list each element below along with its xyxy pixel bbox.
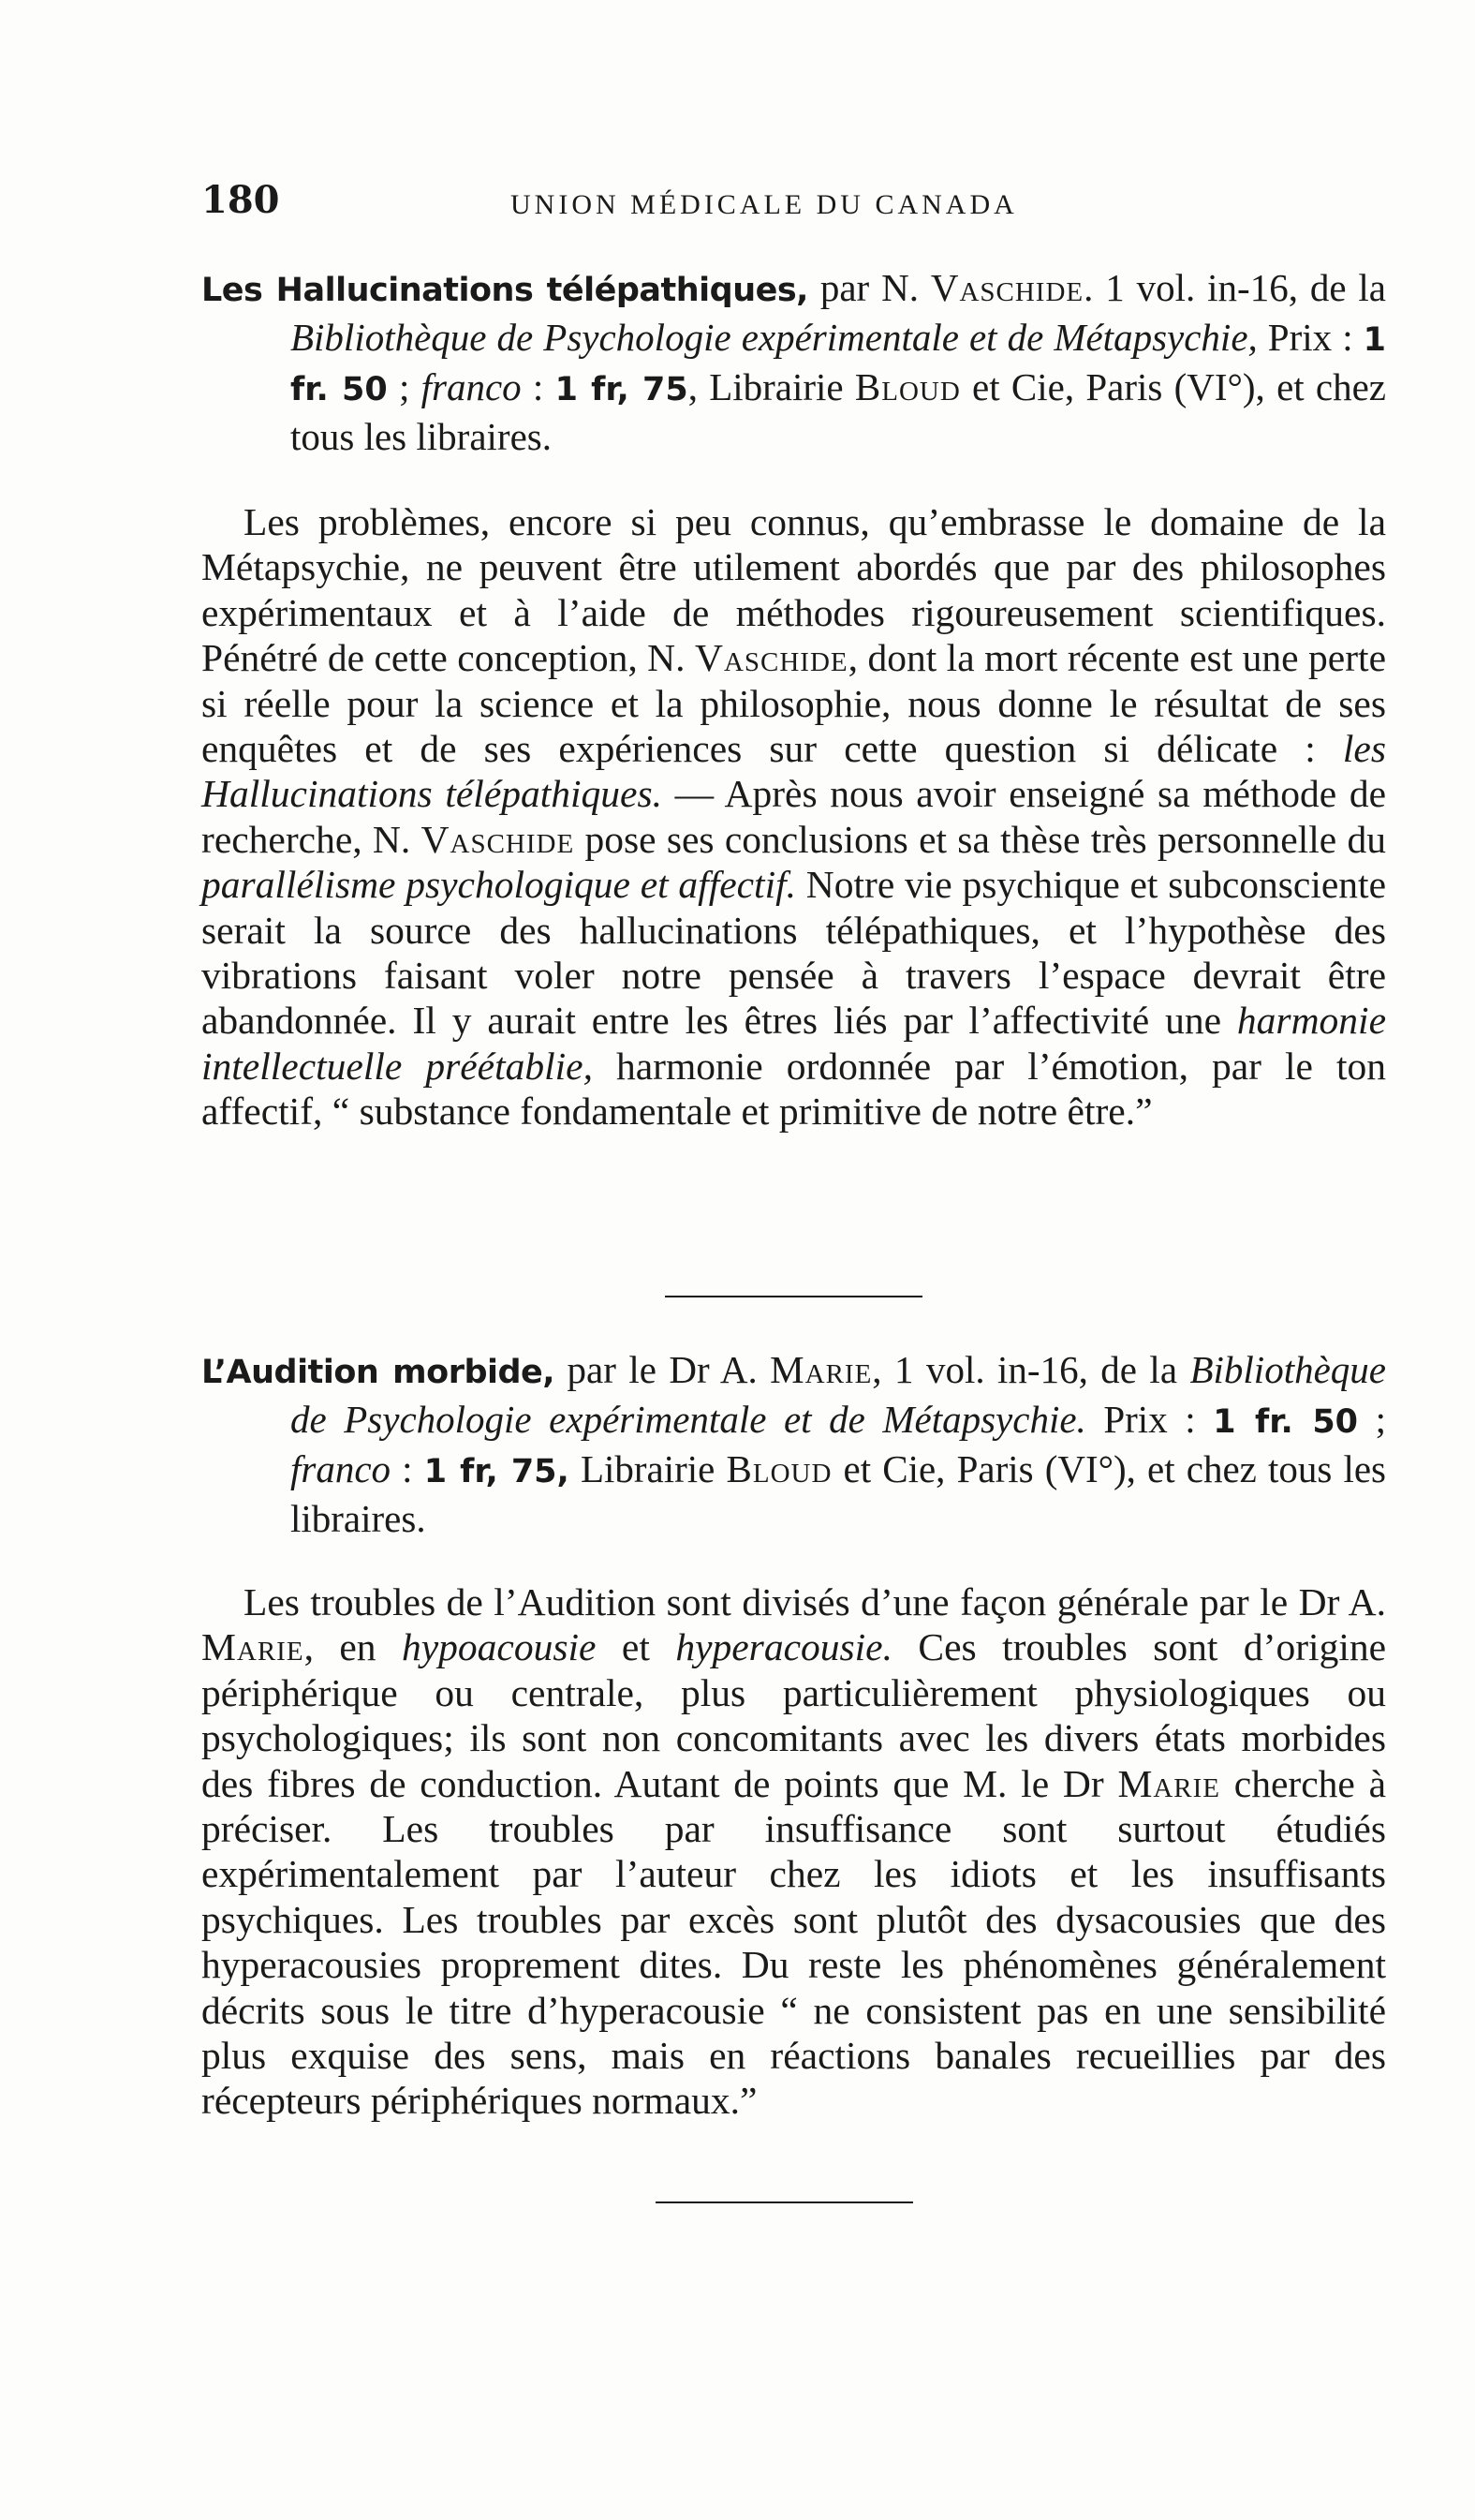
review-emphasis: parallélisme psychologique et affectif. [201,863,797,907]
review-text: pose ses conclusions et sa thèse très personnelle du [574,817,1386,861]
review-emphasis: harmonie intellectuelle préétablie, [201,999,1386,1088]
franco-label: franco [420,365,522,408]
citation-text: . 1 vol. in-16, de la [1084,266,1386,309]
price: 1 fr. 50 [290,321,1386,408]
citation-text: ; [387,365,421,408]
review-emphasis: hyperacousie. [675,1625,892,1669]
franco-price: 1 fr, 75 [554,371,688,408]
citation-text: : [391,1447,424,1490]
review-text: , dont la mort récente est une perte si réelle pour la science et la philosophie, nous donne le résultat de ses enquêtes et de ses expériences sur cette question si délicate : [201,636,1386,771]
section-divider [656,2201,913,2203]
series-title: Bibliothèque de Psychologie expérimentale et de Métapsychie, [290,316,1258,359]
citation-2 [201,1346,1386,1542]
review-text: Les troubles de l’Audition sont divisés d’une façon générale par le Dr A. [243,1580,1386,1623]
review-text: Les problèmes, encore si peu connus, qu’embrasse le domaine de la Métapsychie, ne peuvent être utilement abordés que par des philosophes expérimentaux et à l’aide de méthodes rigoureusement scientifiques. Pénétré de cette conception, N. [201,500,1386,680]
citation-text: et Cie, Paris (VI°), et chez tous les libraires. [290,365,1387,458]
review-text: — Après nous avoir enseigné sa méthode de recherche, N. [201,772,1386,861]
price: 1 fr. 50 [1213,1403,1359,1441]
citation-text: , Librairie [687,365,855,408]
author-name: Vaschide [420,817,575,861]
book-title: L’Audition morbide, [201,1354,555,1391]
franco-label: franco [290,1447,391,1490]
citation-1 [201,264,1386,460]
citation-text: , 1 vol. in-16, de la [872,1348,1190,1391]
author-name: Vaschide [694,636,848,680]
citation-text: Prix : [1257,316,1364,359]
review-text: , en [303,1625,403,1669]
running-head: UNION MÉDICALE DU CANADA [510,189,1018,220]
citation-text: Prix : [1085,1398,1214,1441]
review-emphasis: les Hallucinations télépathiques. [201,727,1386,816]
page-number: 180 [201,178,280,222]
review-entry-2 [201,1346,1386,2124]
citation-text: par le Dr A. [554,1348,771,1391]
review-text: et [596,1625,676,1669]
review-paragraph-1 [201,499,1386,1134]
citation-text: et Cie, Paris (VI°), et chez tous les libraires. [290,1447,1386,1540]
review-paragraph-2 [201,1579,1386,2124]
citation-text: : [521,365,555,408]
section-divider [665,1296,922,1297]
series-title: Bibliothèque de Psychologie expérimentale et de Métapsychie. [290,1348,1386,1441]
page-header [201,178,1391,234]
author-name: Marie [201,1625,304,1669]
franco-price: 1 fr, 75, [423,1453,569,1490]
citation-text: ; [1358,1398,1386,1441]
review-text: cherche à préciser. Les troubles par insuffisance sont surtout étudiés expérimentalement par l’auteur chez les idiots et les insuffisants psychiques. Les troubles par excès sont plutôt des dysacousies que des hyperacousies proprement dites. Du reste les phénomènes généralement décrits sous le titre d’hyperacousie “ ne consistent pas en une sensibilité plus exquise des sens, mais en réactions banales recueillies par des récepteurs périphériques normaux.” [201,1761,1386,2123]
book-title: Les Hallucinations télépathiques, [201,272,808,309]
review-text: Ces troubles sont d’origine périphérique ou centrale, plus particulièrement physiologiques ou psychologiques; ils sont non concomitants avec les divers états morbides des fibres de conduction. Autant de points que M. le Dr [201,1625,1387,1805]
citation-text: Librairie [568,1447,727,1490]
citation-text: par N. [807,266,931,309]
author-name: Vaschide [930,266,1084,309]
review-text: harmonie ordonnée par l’émotion, par le ton affectif, “ substance fondamentale et primitive de notre être.” [201,1044,1386,1134]
author-name: Marie [770,1348,873,1391]
review-entry-1 [201,264,1386,1134]
review-emphasis: hypoacousie [402,1625,597,1669]
publisher-name: Bloud [854,365,961,408]
author-name: Marie [1117,1761,1221,1805]
review-text: Notre vie psychique et subconsciente serait la source des hallucinations télépathiques, et l’hypothèse des vibrations faisant voler notre pensée à travers l’espace devrait être abandonnée. Il y aurait entre les êtres liés par l’affectivité une [201,863,1386,1043]
publisher-name: Bloud [726,1447,833,1490]
